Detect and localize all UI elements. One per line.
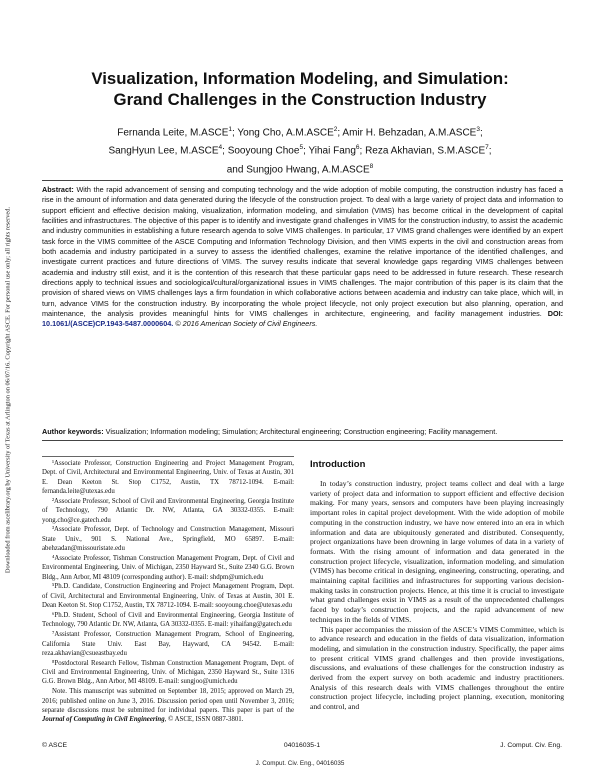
footnote: ³Associate Professor, Dept. of Technology and Construction Management, Missouri State Univ., 901 S. National Ave., Springfield, MO 65897. E-mail: abehzadan@missouristate.edu: [42, 526, 294, 553]
footnote: ⁸Postdoctoral Research Fellow, Tishman Construction Management Program, Dept. of Civil and Environmental Engineering, Univ. of Michigan, 2350 Hayward St., Suite 1316 G.G. Brown Bldg., Ann Arbor, MI 48109. E-mail: sungjoo@umich.edu: [42, 659, 294, 686]
manuscript-note: [42, 687, 294, 724]
doi-label: DOI:: [547, 309, 564, 319]
paragraph: This paper accompanies the mission of the ASCE’s VIMS Committee, which is to advance research and education in the fields of data visualization, information modeling, and simulation in the construction industry. Specifically, the paper aims to present critical VIMS grand challenges and then provide investigations, discussions, and evaluations of these challenges for the construction industry as derived from the expert survey on both academic and industry practitioners. Analysis of this research deals with VIMS challenges throughout the entire construction project lifecycle, including project planning, execution, monitoring and control, and: [310, 624, 564, 712]
footer-page-id: 04016035-1: [283, 742, 321, 749]
introduction-heading: Introduction: [310, 459, 366, 470]
author-affiliation-sup: 4: [218, 144, 223, 152]
abstract-text: With the rapid advancement of sensing and computing technology and the wide adoption of mobile computing, the construction industry has faced a rise in the amount of information and data generated during the lifecycle of the construction project. To deal with a large variety of project data and information to support efficient and effective decision making, visualization, information modeling, and simulation (VIMS) has become critical in the development of capital facilities and infrastructures. The objective of this paper is to identify and investigate grand challenges in VIMS for the construction industry, to assist the academic and industry communities in establishing a future research agenda to solve VIMS challenges. In particular, 17 VIMS grand challenges were identified by an expert task force in the VIMS committee of the ASCE Computing and Information Technology Division, and then VIMS experts in the civil and construction areas from both academia and industry participated in a survey to assess the identified challenges, examine the relative importance of the identified challenges, and investigate current practices and future directions of VIMS. The survey results indicate that several knowledge gaps regarding VIMS challenges between academia and industry still exist, and it is the contention of this research that these particular gaps need to be addressed in future research. These research directions apply to technical issues and sociological/cultural/organizational issues in VIMS challenges. The major contribution of this paper is its claim that the provision of shared views on VIMS challenges lays a firm foundation in which collaborative actions between academia and industry can take place, which will, in turn, advance VIMS for the construction industry. By incorporating the whole project lifecycle, not only project execution but also planning, operation, and maintenance, the analysis provides meaningful hints for VIMS challenges in architecture, engineering, and facility management industries.: [42, 185, 563, 319]
footer-publisher: © ASCE: [42, 742, 68, 749]
abstract-top-rule: [42, 180, 563, 181]
abstract-bottom-rule: [42, 440, 563, 441]
author-line-1: [40, 122, 560, 140]
footnote: ¹Associate Professor, Construction Engineering and Project Management Program, Dept. of Civil, Architectural and Environmental Engineering, Univ. of Texas at Austin, 301 E. Dean Keeton St. Stop C1752, Austin, TX 78712-1094. E-mail: fernanda.leite@utexas.edu: [42, 460, 294, 496]
author-affiliation-sup: 3: [476, 126, 480, 133]
paragraph: In today’s construction industry, project teams collect and deal with a large variety of project data and information to support efficient and effective decision making. For many years, sensors and computers have been playing increasingly important roles in capital project development. With the wide adoption of mobile computing in the construction industry, we have now entered into an era in which information and data are ubiquitously generated and distributed. Consequently, project organizations have been drowning in large volumes of data in a variety of formats. With the rising amount of information and data generated in the construction project lifecycle, visualization, information modeling, and simulation (VIMS) has become critical in designing, engineering, constructing, operating, and maintaining capital facilities and infrastructures for supporting various decision-making tasks in construction projects. Hence, at this time it is crucial to investigate what grand challenges exist in VIMS as a result of the unprecedented challenges faced by today’s construction projects, and the rapid advancement of new techniques in the fields of VIMS.: [310, 479, 564, 624]
page-footer: [42, 742, 562, 752]
author-name: and Sungjoo Hwang, A.M.ASCE: [226, 163, 370, 175]
keywords-text: Visualization; Information modeling; Simulation; Architectural engineering; Construction engineering; Facility management.: [105, 427, 498, 436]
running-footer: J. Comput. Civ. Eng., 04016035: [255, 760, 345, 767]
author-list: [40, 122, 560, 177]
journal-name: Journal of Computing in Civil Engineering: [42, 716, 165, 724]
author-separator: ;: [479, 127, 483, 139]
author-name: Amir H. Behzadan, A.M.ASCE: [342, 127, 477, 139]
author-separator: ;: [359, 145, 366, 157]
abstract-label: Abstract:: [42, 185, 74, 194]
author-affiliation-sup: 7: [485, 144, 489, 152]
title-line-2: Grand Challenges in the Construction Industry: [113, 90, 487, 109]
author-name: Reza Akhavian, S.M.ASCE: [365, 145, 486, 157]
author-affiliation-sup: 2: [333, 126, 338, 133]
author-separator: ;: [488, 145, 492, 157]
abstract-copyright: © 2016 American Society of Civil Engineers.: [175, 319, 318, 329]
author-affiliation-sup: 1: [228, 126, 233, 133]
footnote-rule: [42, 456, 294, 457]
author-name: SangHyun Lee, M.ASCE: [108, 145, 219, 157]
author-name: Fernanda Leite, M.ASCE: [117, 127, 229, 139]
introduction-body: [310, 479, 564, 712]
keywords-label: Author keywords:: [42, 427, 104, 436]
footer-journal: J. Comput. Civ. Eng.: [500, 742, 562, 749]
abstract-block: [42, 185, 563, 330]
author-name: Yihai Fang: [308, 145, 356, 157]
author-line-3: [40, 159, 560, 177]
footnote: ²Associate Professor, School of Civil and Environmental Engineering, Georgia Institute of Technology, 790 Atlantic Dr. NW, Atlanta, GA 30332-0355. E-mail: yong.cho@ce.gatech.edu: [42, 497, 294, 524]
author-separator: ;: [303, 145, 309, 157]
footnote: ⁶Ph.D. Student, School of Civil and Environmental Engineering, Georgia Institute of Technology, 790 Atlantic Dr. NW, Atlanta, GA 30332-0355. E-mail: yihaifang@gatech.edu: [42, 612, 294, 629]
author-separator: ;: [232, 127, 238, 139]
author-name: Yong Cho, A.M.ASCE: [237, 127, 334, 139]
footnote: ⁵Ph.D. Candidate, Construction Engineering and Project Management Program, Dept. of Civil, Architectural and Environmental Engineering, Univ. of Texas at Austin, 301 E. Dean Keeton St. Stop C1752, Austin, TX 78712-1094. E-mail: sooyoung.choe@utexas.edu: [42, 583, 294, 610]
download-watermark: [2, 150, 14, 630]
author-line-2: [40, 140, 560, 158]
author-affiliation-sup: 8: [369, 162, 374, 170]
note-text: Note. This manuscript was submitted on September 18, 2015; approved on March 29, 2016; published online on June 3, 2016. Discussion period open until November 3, 2016; separate discussions must be submitted for individual papers. This paper is part of the: [42, 688, 294, 714]
footnote: ⁷Assistant Professor, Construction Management Program, School of Engineering, California State Univ. East Bay, Hayward, CA 94542. E-mail: reza.akhavian@csueastbay.edu: [42, 631, 294, 657]
paper-title: [40, 68, 560, 110]
author-name: Sooyoung Choe: [227, 145, 300, 157]
author-affiliation-sup: 6: [355, 144, 360, 152]
author-keywords: [42, 427, 572, 437]
author-footnotes: [42, 459, 294, 725]
author-affiliation-sup: 5: [299, 144, 304, 152]
author-separator: ;: [337, 127, 343, 139]
download-watermark-text: Downloaded from ascelibrary.org by University of Texas at Arlington on 06/07/16. Copyright ASCE. For personal use only; all rights reserved.: [4, 206, 12, 574]
title-line-1: Visualization, Information Modeling, and Simulation:: [91, 69, 509, 88]
footnote: ⁴Associate Professor, Tishman Construction Management Program, Dept. of Civil and Environmental Engineering, Univ. of Michigan, 2350 Hayward St., Suite 2340 G.G. Brown Bldg., Ann Arbor, MI 48109 (corresponding author). E-mail: shdpm@umich.edu: [42, 554, 294, 581]
author-separator: ;: [222, 145, 228, 157]
note-tail: , © ASCE, ISSN 0887-3801.: [164, 716, 244, 724]
doi-link[interactable]: 10.1061/(ASCE)CP.1943-5487.0000604.: [42, 319, 174, 329]
